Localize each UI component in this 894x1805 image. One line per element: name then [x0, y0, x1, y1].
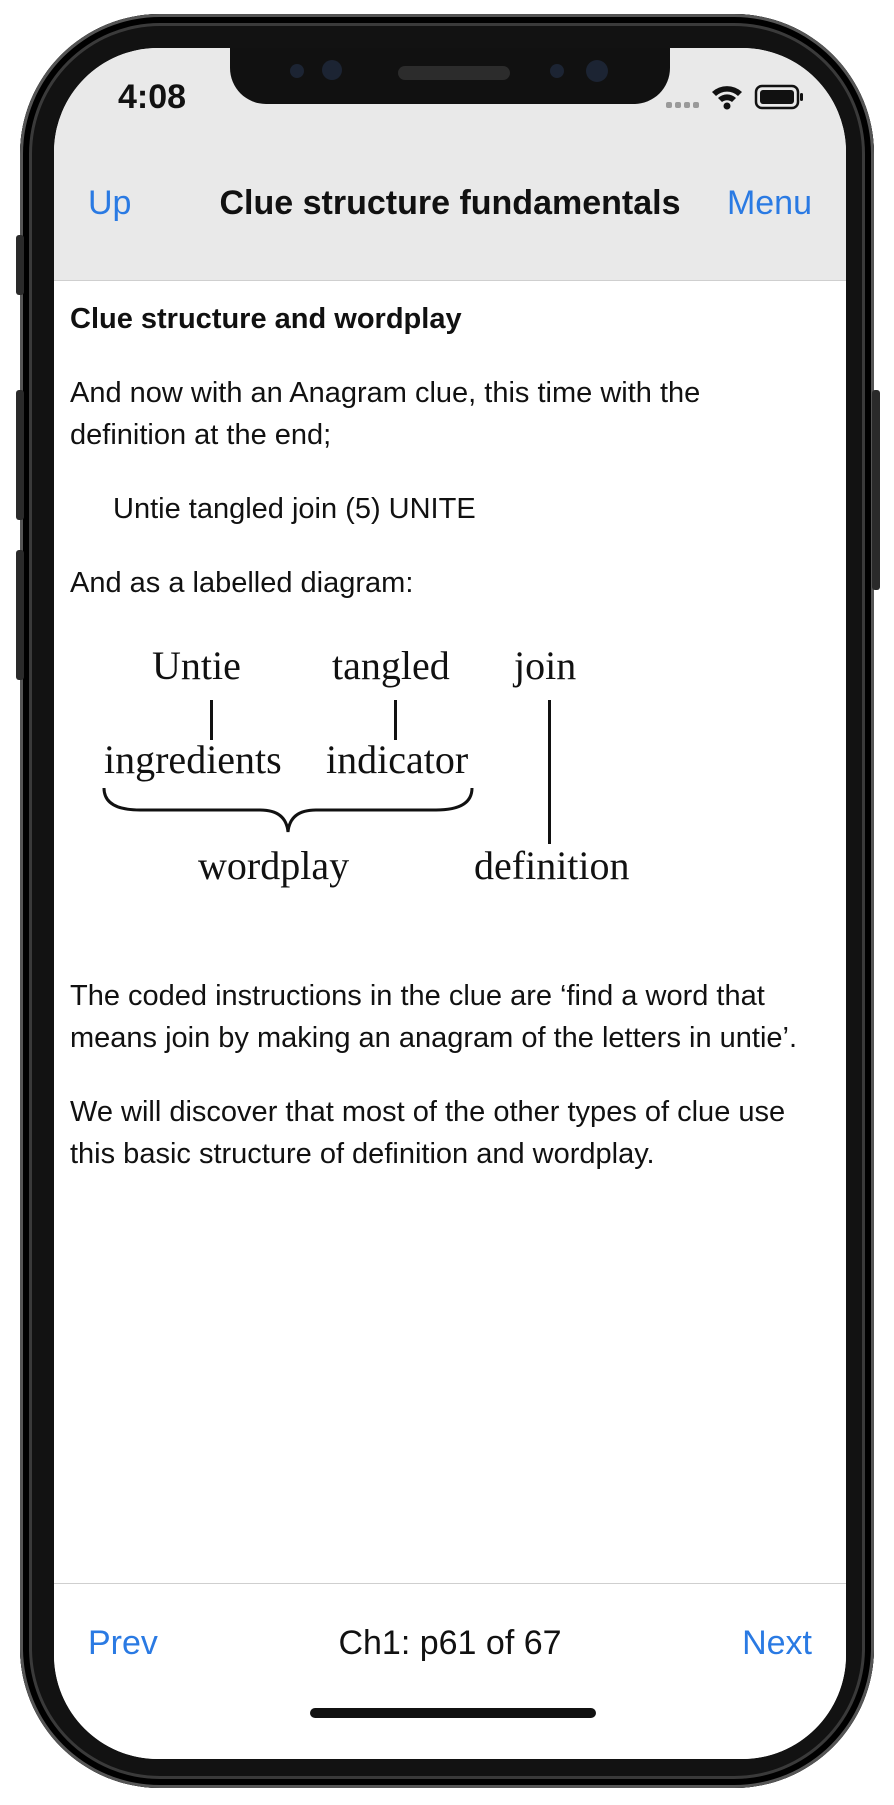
clue-diagram [70, 636, 670, 941]
next-button[interactable]: Next [742, 1624, 812, 1662]
diagram-word-tangled: tangled [332, 643, 450, 688]
status-icons [666, 82, 806, 112]
signal-dots-icon [666, 102, 699, 108]
sensor-icon [322, 60, 342, 80]
intro-paragraph: And now with an Anagram clue, this time with the definition at the end; [70, 377, 701, 451]
menu-button[interactable]: Menu [726, 184, 812, 222]
status-time: 4:08 [118, 78, 187, 116]
sensor-icon [290, 64, 304, 78]
power-button [872, 390, 880, 590]
connector-tangled [394, 700, 397, 740]
example-clue: Untie tangled join (5) UNITE [113, 493, 476, 525]
side-button [16, 235, 24, 295]
diagram-label-definition: definition [474, 843, 630, 888]
diagram-word-join: join [514, 643, 577, 688]
diagram-label-wordplay: wordplay [198, 843, 350, 888]
connector-join [548, 700, 551, 844]
notch [230, 48, 670, 104]
up-button[interactable]: Up [88, 184, 132, 222]
wordplay-brace [100, 786, 476, 836]
front-camera-icon [586, 60, 608, 82]
diagram-word-untie: Untie [152, 643, 241, 688]
conclusion-paragraph: We will discover that most of the other types of clue use this basic structure of definition and wordplay. [70, 1096, 786, 1170]
navigation-bar [54, 144, 846, 281]
status-bar [54, 48, 846, 144]
prev-button[interactable]: Prev [88, 1624, 158, 1662]
home-indicator[interactable] [310, 1708, 596, 1718]
page-title: Clue structure fundamentals [219, 184, 681, 222]
diagram-role-indicator: indicator [326, 737, 469, 782]
volume-up-button [16, 390, 24, 520]
explanation-paragraph: The coded instructions in the clue are ‘find a word that means join by making an anagram of the letters in untie’. [70, 980, 798, 1054]
battery-icon [756, 86, 803, 108]
sensor-icon [550, 64, 564, 78]
diagram-role-ingredients: ingredients [104, 737, 282, 782]
section-heading: Clue structure and wordplay [70, 303, 462, 335]
page-indicator: Ch1: p61 of 67 [338, 1624, 562, 1662]
volume-down-button [16, 550, 24, 680]
article-content [70, 298, 812, 1207]
speaker-grille [398, 66, 510, 80]
phone-screen [54, 48, 846, 1759]
bottom-toolbar [54, 1583, 846, 1759]
diagram-intro: And as a labelled diagram: [70, 567, 414, 599]
connector-untie [210, 700, 213, 740]
wifi-icon [712, 86, 742, 109]
